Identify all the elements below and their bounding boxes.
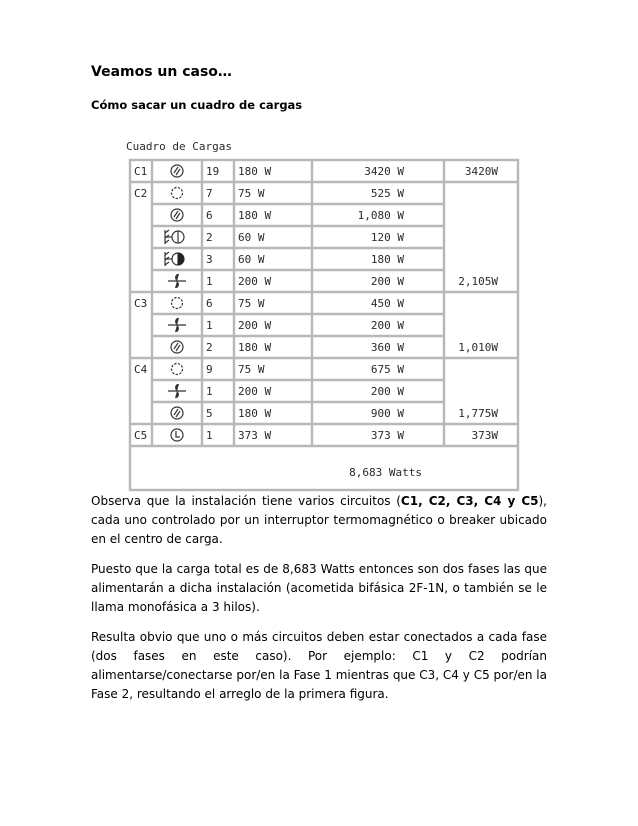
row-watts: 120 W [370, 231, 404, 244]
row-quantity: 6 [206, 209, 213, 222]
ceiling-fan-icon [168, 274, 186, 288]
ceiling-fan-icon [168, 318, 186, 332]
ceiling-fan-icon [168, 384, 186, 398]
row-watts: 200 W [370, 275, 404, 288]
paragraph-circuits-list: C1, C2, C3, C4 y C5 [400, 494, 539, 508]
row-watts: 3420 W [364, 165, 404, 178]
paragraph-circuits-part-a: Observa que la instalación tiene varios circuitos ( [91, 494, 401, 508]
row-quantity: 19 [206, 165, 220, 178]
row-unit-watts: 75 W [238, 187, 265, 200]
row-quantity: 2 [206, 231, 213, 244]
paragraph-circuits [91, 492, 547, 549]
row-unit-watts: 60 W [238, 253, 265, 266]
row-quantity: 1 [206, 275, 213, 288]
row-quantity: 9 [206, 363, 213, 376]
page-subheading: Cómo sacar un cuadro de cargas [91, 98, 303, 112]
row-unit-watts: 373 W [238, 429, 272, 442]
row-unit-watts: 60 W [238, 231, 265, 244]
circuit-label: C2 [134, 187, 148, 200]
row-watts: 525 W [370, 187, 404, 200]
wall-lamp-half-icon [165, 252, 184, 266]
wall-lamp-icon [165, 230, 184, 244]
row-quantity: 1 [206, 385, 213, 398]
row-watts: 450 W [370, 297, 404, 310]
page-heading: Veamos un caso… [91, 64, 232, 80]
load-table-drawing [122, 134, 522, 494]
receptacle-icon [171, 209, 183, 221]
row-watts: 900 W [370, 407, 404, 420]
lamp-icon [172, 298, 183, 309]
row-unit-watts: 75 W [238, 363, 265, 376]
circuit-label: C1 [134, 165, 148, 178]
row-watts: 360 W [370, 341, 404, 354]
lamp-icon [172, 188, 183, 199]
circuit-total: 1,775W [458, 407, 498, 420]
row-unit-watts: 200 W [238, 319, 272, 332]
row-unit-watts: 75 W [238, 297, 265, 310]
paragraph-total-load: Puesto que la carga total es de 8,683 Watts entonces son dos fases las que alimentarán a dicha instalación (acometida bifásica 2F-1N, o también se le llama monofásica a 3 hilos). [91, 562, 547, 614]
row-unit-watts: 200 W [238, 385, 272, 398]
circuit-label: C3 [134, 297, 148, 310]
circuit-label: C4 [134, 363, 148, 376]
receptacle-icon [171, 165, 183, 177]
row-quantity: 5 [206, 407, 213, 420]
row-watts: 200 W [370, 385, 404, 398]
circuit-total: 1,010W [458, 341, 498, 354]
row-watts: 675 W [370, 363, 404, 376]
lamp-icon [172, 364, 183, 375]
circuit-total: 373W [471, 429, 498, 442]
row-quantity: 1 [206, 319, 213, 332]
paragraph-phases: Resulta obvio que uno o más circuitos deben estar conectados a cada fase (dos fases en este caso). Por ejemplo: C1 y C2 podrían alimentarse/conectarse por/en la Fase 1 mientras que C3, C4 y C5 por/en la Fase 2, resultando el arreglo de la primera figura. [91, 630, 547, 701]
row-watts: 1,080 W [357, 209, 404, 222]
special-outlet-icon [171, 429, 183, 441]
row-unit-watts: 200 W [238, 275, 272, 288]
row-unit-watts: 180 W [238, 165, 272, 178]
load-table-title: Cuadro de Cargas [126, 140, 232, 153]
row-quantity: 1 [206, 429, 213, 442]
table-border [130, 160, 518, 490]
row-unit-watts: 180 W [238, 407, 272, 420]
circuit-total: 2,105W [458, 275, 498, 288]
row-quantity: 7 [206, 187, 213, 200]
row-quantity: 2 [206, 341, 213, 354]
receptacle-icon [171, 407, 183, 419]
row-quantity: 3 [206, 253, 213, 266]
row-watts: 373 W [370, 429, 404, 442]
row-quantity: 6 [206, 297, 213, 310]
circuit-label: C5 [134, 429, 148, 442]
row-watts: 200 W [370, 319, 404, 332]
row-watts: 180 W [370, 253, 404, 266]
row-unit-watts: 180 W [238, 209, 272, 222]
circuit-total: 3420W [464, 165, 498, 178]
row-unit-watts: 180 W [238, 341, 272, 354]
receptacle-icon [171, 341, 183, 353]
paragraph-circuits-part-c: ), cada uno controlado por un interruptor termomagnético o breaker ubicado en el centro de carga. [91, 494, 547, 546]
grand-total: 8,683 Watts [349, 466, 422, 479]
load-table-figure [122, 134, 522, 494]
